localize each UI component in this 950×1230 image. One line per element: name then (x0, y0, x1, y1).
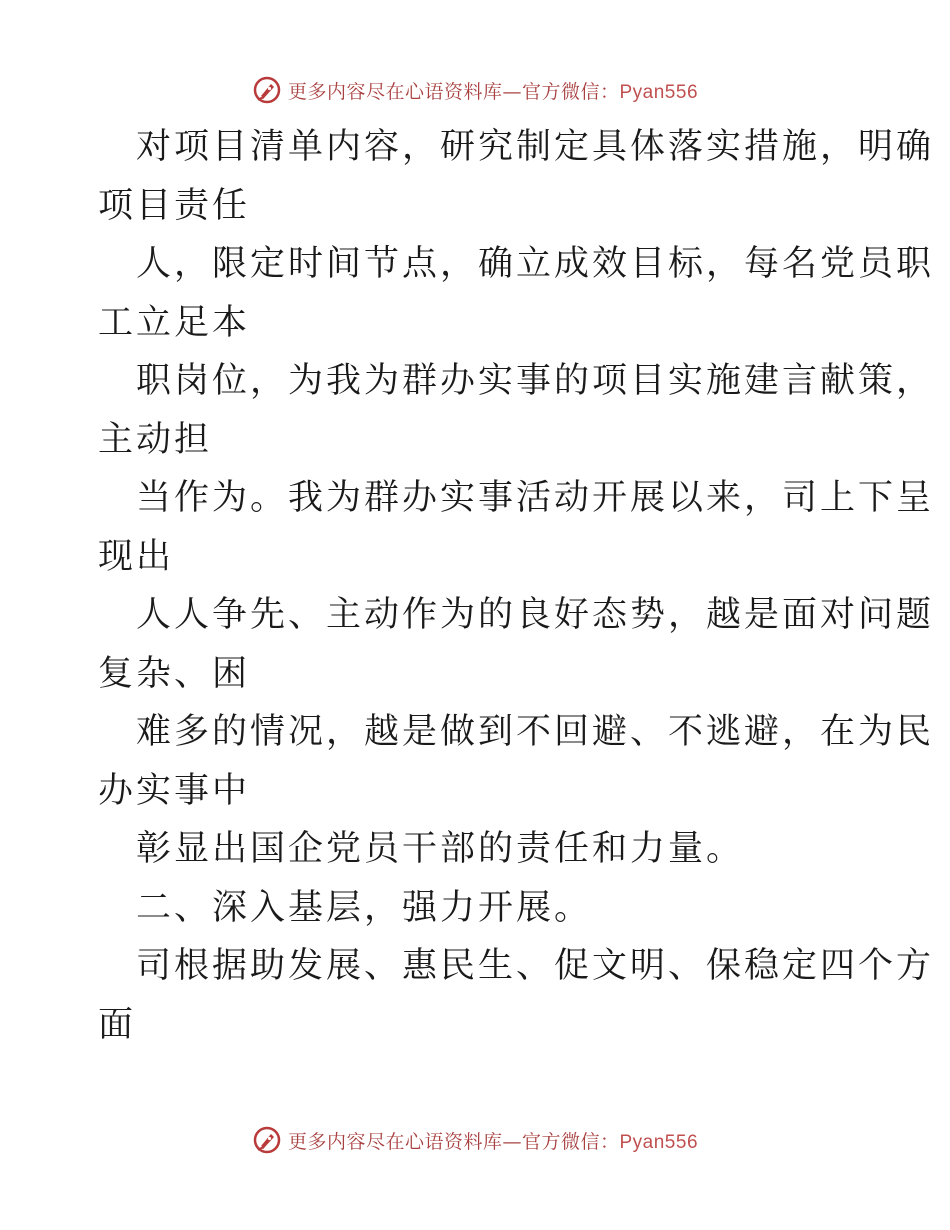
footer-watermark-cn: 更多内容尽在心语资料库—官方微信： (287, 1130, 620, 1153)
header-watermark-id: Pyan556 (619, 81, 699, 103)
body-line: 面 (98, 1004, 137, 1045)
body-line: 职岗位，为我为群办实事的项目实施建言献策， (136, 361, 935, 401)
body-line: 当作为。我为群办实事活动开展以来，司上下呈 (136, 478, 935, 518)
body-line: 难多的情况，越是做到不回避、不逃避，在为民 (136, 712, 935, 752)
pen-nib-logo-icon (252, 1125, 282, 1155)
header-watermark-text (288, 77, 698, 104)
body-line: 对项目清单内容，研究制定具体落实措施，明确 (136, 127, 935, 167)
header-watermark-cn: 更多内容尽在心语资料库—官方微信： (287, 80, 620, 103)
body-line: 办实事中 (98, 770, 251, 811)
header-watermark (0, 70, 950, 110)
body-line: 主动担 (98, 419, 213, 460)
body-line: 人人争先、主动作为的良好态势，越是面对问题 (136, 595, 935, 635)
body-line: 彰显出国企党员干部的责任和力量。 (136, 829, 745, 869)
body-line: 工立足本 (98, 302, 251, 343)
document-body (98, 118, 935, 1054)
pen-nib-logo-icon (252, 75, 282, 105)
footer-watermark-text (288, 1127, 698, 1154)
section-heading: 二、深入基层，强力开展。 (136, 887, 593, 928)
body-line: 人，限定时间节点，确立成效目标，每名党员职 (136, 244, 935, 284)
body-line: 现出 (98, 536, 175, 577)
body-line: 司根据助发展、惠民生、促文明、保稳定四个方 (136, 946, 935, 986)
footer-watermark (0, 1120, 950, 1160)
body-line: 复杂、困 (98, 653, 251, 694)
footer-watermark-id: Pyan556 (619, 1131, 699, 1153)
body-line: 项目责任 (98, 185, 251, 226)
